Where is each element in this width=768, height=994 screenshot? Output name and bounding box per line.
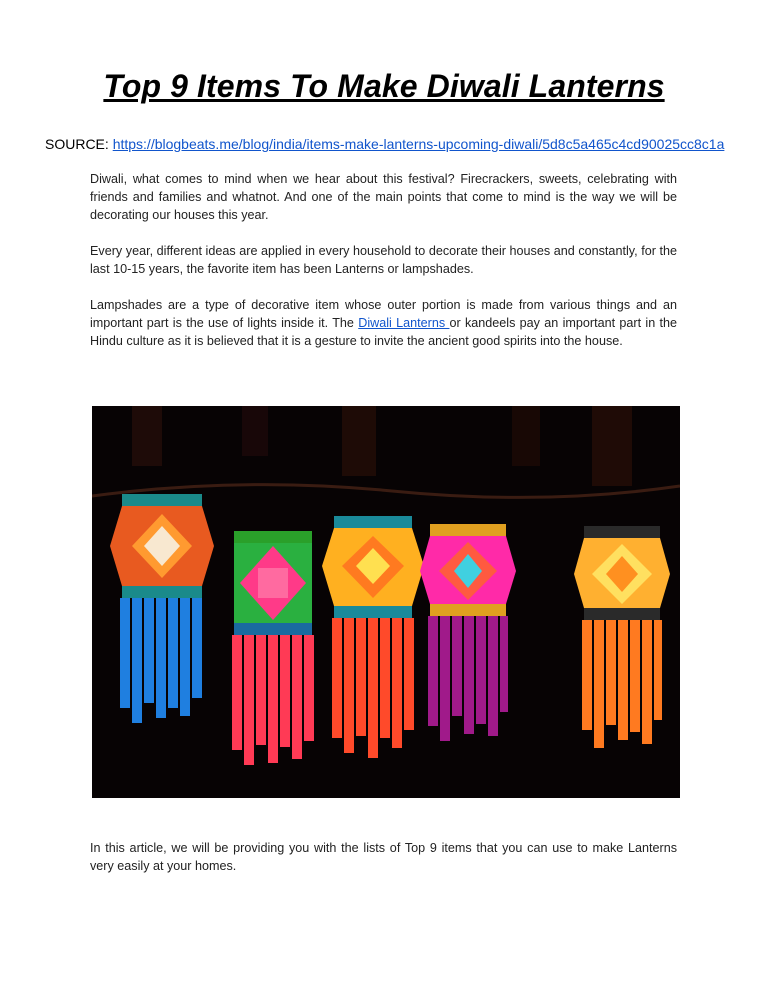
source-link[interactable]: https://blogbeats.me/blog/india/items-make-lanterns-upcoming-diwali/5d8c5a465c4cd90025cc8c1a [112,136,725,152]
lantern-blue [110,494,214,723]
source-line [45,136,745,152]
lantern-pink [232,531,314,765]
lanterns-illustration [92,406,680,798]
diwali-lanterns-photo [92,406,680,798]
lampshades-text-start: Lampshades are a type of decorative item whose outer portion is made from various things and an important part is the use of lights inside it. The [90,298,677,330]
source-label: SOURCE: [45,136,109,152]
lampshades-paragraph [90,296,677,350]
article-intro-paragraph: In this article, we will be providing you with the lists of Top 9 items that you can use to make Lanterns very easily at your homes. [90,841,677,873]
lanterns-paragraph: Every year, different ideas are applied in every household to decorate their houses and constantly, for the last 10-15 years, the favorite item has been Lanterns or lampshades. [90,244,677,276]
lantern-yellow [574,526,670,748]
lampshades-text-end: or kandeels pay an important part in the Hindu culture as it is believed that it is a gesture to invite the ancient good spirits into the house. [90,316,678,348]
lantern-orange [322,516,424,758]
page-title: Top 9 Items To Make Diwali Lanterns [103,68,665,104]
intro-paragraph: Diwali, what comes to mind when we hear about this festival? Firecrackers, sweets, celebrating with friends and families and whatnot. And one of the main points that come to mind is the way we will be decorating our houses this year. [90,172,677,222]
lantern-magenta [420,524,516,741]
diwali-lanterns-link[interactable]: Diwali Lanterns [358,316,450,330]
